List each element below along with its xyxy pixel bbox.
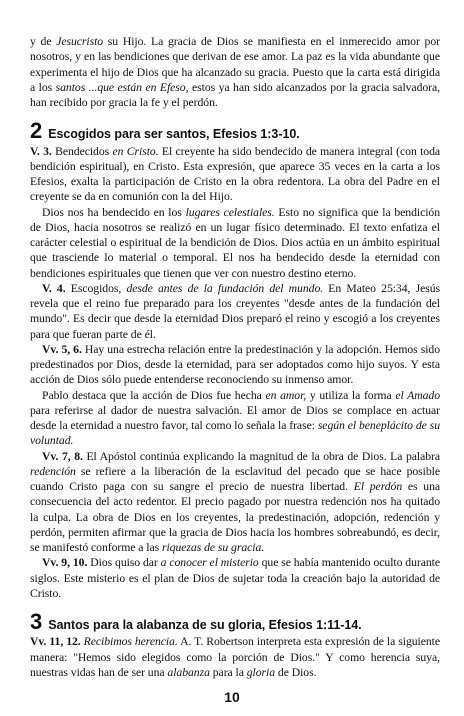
text-run: de Dios. [275,665,317,679]
italic-run: riquezas de su gracia. [162,541,265,554]
paragraph-v3 [30,144,440,205]
text-run: Escogidos, [65,281,127,295]
italic-run: desde antes de la fundación del mundo. [126,281,324,295]
italic-run: santos ...que están en Efeso, [55,80,189,94]
text-run: Esto no significa que la bendición de Dios, hacia nosotros se realizó en un lugar físico determinado. El texto enfatiza el carácter celestial o espiritual de la bendición de Dios. Dios actúa en un ámbito espiritual que trasciende lo material o temporal. El nos ha bendecido desde la eternidad con bendiciones espirituales que tienen que ver con nuestro destino eterno. [30,205,440,280]
text-run: Hay una estrecha relación entre la predestinación y la adopción. Hemos sido predestinados por Dios, desde la eternidad, para ser adoptados como hijo suyos. Y esta acción de Dios sólo puede entenderse reconociendo su inmenso amor. [30,342,440,387]
section-number: 2 [30,118,43,144]
text-run: El creyente ha sido bendecido de manera integral (con toda bendición espiritual), en Cristo. Esta expresión, que aparece 35 veces en la carta a los Efesios, exalta la participación de Cristo en la obra redentora. La obra del Padre en el creyente se da en comunión con la del Hijo. [30,144,441,204]
text-run: es una consecuencia del acto redentor. El precio pagado por nuestra redención nos ha quitado la culpa. La obra de Dios en los creyentes, la predestinación, adopción, redención y perdón, permiten afirmar que la gracia de Dios hacia los hombres sobreabundó, es decir, se manifestó conforme a las [30,480,441,554]
italic-run: en amor, [265,388,307,402]
text-run: para la [209,665,247,679]
text-run: Dios nos ha bendecido en los [42,205,186,219]
italic-run: lugares celestiales. [185,205,275,219]
text-run: estos ya han sido alcanzados por la gracia salvadora, han recibido por gracia la fe y el perdón. [30,80,441,109]
text-run: A. T. Robertson interpreta esta expresión de la siguiente manera: "Hemos sido elegidos como la porción de Dios." Y como herencia suya, nuestras vidas han de ser una [30,635,440,679]
paragraph-v9-10 [30,555,440,601]
text-run: y utiliza la forma [306,388,396,402]
paragraph-lugares [30,205,440,281]
italic-run: a conocer el misterio [160,556,259,570]
text-run: Bendecidos [51,144,113,158]
paragraph-intro [30,34,440,110]
italic-run: Jesucristo [56,35,104,48]
paragraph-v4 [30,281,440,342]
verse-ref: Vv. 9, 10. [42,556,88,570]
italic-run: en Cristo. [112,144,159,158]
text-run: Dios quiso dar [87,556,161,570]
text-run: su Hijo. La gracia de Dios se manifiesta en el inmerecido amor por nosotros, y en las bendiciones que derivan de ese amor. La paz es la vida abundante que experimenta el hijo de Dios que ha alcanzado su gracia. Puesto que la carta está dirigida a los [30,35,440,94]
verse-ref: V. 3. [30,144,52,158]
verse-ref: V. 4. [42,281,66,295]
section-heading-3 [30,609,440,634]
section-heading-2 [30,118,440,144]
verse-ref: Vv. 11, 12. [30,635,81,649]
paragraph-v11-12 [30,634,440,680]
italic-run: redención [30,464,76,478]
body-text [30,34,440,680]
section-number: 3 [30,609,43,634]
italic-run: El perdón [353,480,403,493]
text-run: En Mateo 25:34, Jesús revela que el reino fue preparado para los creyentes "desde antes de la fundación del mundo". Es decir que desde la eternidad Dios preparó el reino y escogió a los creyentes para que fueran parte de él. [30,281,440,341]
italic-run: Recibimos herencia. [83,635,178,649]
text-run: El Apóstol continúa explicando la magnitud de la obra de Dios. La palabra [82,449,440,463]
paragraph-amor [30,388,440,449]
italic-run: alabanza [167,665,210,679]
text-run: para referirse al dador de nuestra salvación. El amor de Dios se complace en actuar desde la eternidad a nuestro favor, tal como lo señala la frase: [30,403,440,432]
paragraph-v7-8 [30,449,440,556]
text-run: que se había mantenido oculto durante siglos. Este misterio es el plan de Dios de sujetar toda la creación bajo la autoridad de Cristo. [30,556,441,600]
paragraph-v5-6 [30,342,440,388]
text-run: se refiere a la liberación de la esclavitud del pecado que se hace posible cuando Cristo paga con su sangre el precio de nuestra libertad. [30,464,440,493]
text-run: Pablo destaca que la acción de Dios fue hecha [42,388,266,402]
verse-ref: Vv. 7, 8. [42,449,83,463]
page-number: 10 [224,689,240,705]
italic-run: según el beneplácito de su voluntad. [30,419,440,448]
text-run: y de [30,35,57,48]
verse-ref: Vv. 5, 6. [42,342,82,356]
italic-run: gloria [246,665,276,679]
section-title: Escogidos para ser santos, Efesios 1:3-10. [48,127,300,142]
italic-run: el Amado [395,388,440,402]
section-title: Santos para la alabanza de su gloria, Efesios 1:11-14. [48,618,362,632]
